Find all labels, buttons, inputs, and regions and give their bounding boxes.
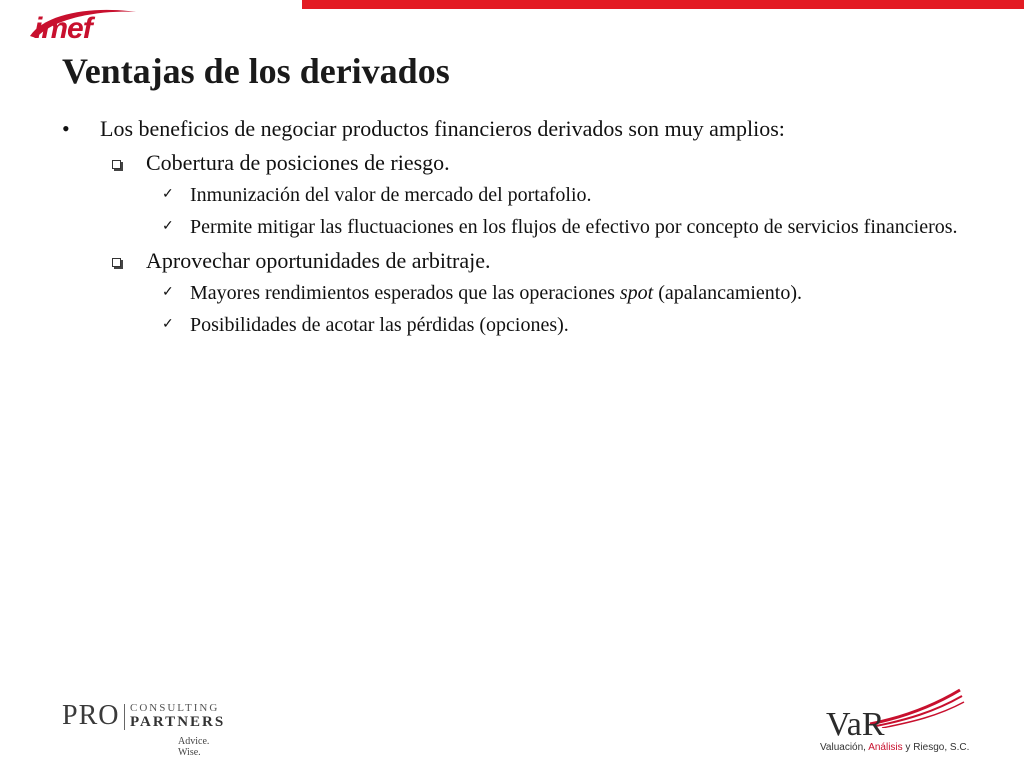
var-logo-text: VaR [826, 706, 885, 743]
bullet-text: Los beneficios de negociar productos financieros derivados son muy amplios: [100, 116, 785, 141]
pro-logo-tagline: Advice. Wise. [178, 736, 210, 758]
spot-term: spot [619, 282, 654, 304]
var-tag-part: y Riesgo, S.C. [902, 742, 970, 753]
square-bullet-icon [112, 160, 121, 169]
imef-logo-text: imef [34, 12, 92, 45]
pro-logo-partners: PARTNERS [130, 714, 226, 730]
check-item [62, 310, 964, 340]
check-item [62, 212, 964, 242]
checkmark-icon: ✓ [162, 317, 174, 332]
check-item-text: Permite mitigar las fluctuaciones en los flujos de efectivo por concepto de servicios financieros. [190, 216, 958, 238]
check-item [62, 278, 964, 308]
square-bullet-icon [112, 258, 121, 267]
var-tag-highlight: Análisis [868, 742, 903, 753]
sub-bullet-text: Aprovechar oportunidades de arbitraje. [146, 248, 491, 273]
sub-bullet-item [62, 246, 964, 276]
bullet-dot-icon: • [62, 116, 70, 141]
sub-bullet-text: Cobertura de posiciones de riesgo. [146, 150, 450, 175]
var-tag-part: Valuación, [820, 742, 869, 753]
pro-logo-main: PRO [62, 700, 120, 731]
var-logo [820, 688, 970, 758]
check-item-text-part: Mayores rendimientos esperados que las operaciones [190, 282, 620, 304]
sub-bullet-item [62, 148, 964, 178]
check-item [62, 180, 964, 210]
bullet-item [62, 114, 964, 144]
pro-logo-consulting: CONSULTING [130, 702, 220, 714]
check-item-text: Posibilidades de acotar las pérdidas (opciones). [190, 314, 569, 336]
imef-logo [26, 6, 138, 48]
var-logo-tagline [820, 742, 969, 753]
slide-content [62, 114, 964, 342]
check-item-text-part: (apalancamiento). [653, 282, 803, 304]
checkmark-icon: ✓ [162, 219, 174, 234]
pro-logo-divider [124, 704, 125, 730]
checkmark-icon: ✓ [162, 187, 174, 202]
checkmark-icon: ✓ [162, 285, 174, 300]
top-accent-bar [302, 0, 1024, 9]
pro-consulting-partners-logo [62, 700, 232, 758]
check-item-text: Inmunización del valor de mercado del portafolio. [190, 184, 592, 206]
check-item-text [190, 282, 802, 304]
slide-title: Ventajas de los derivados [62, 51, 450, 91]
